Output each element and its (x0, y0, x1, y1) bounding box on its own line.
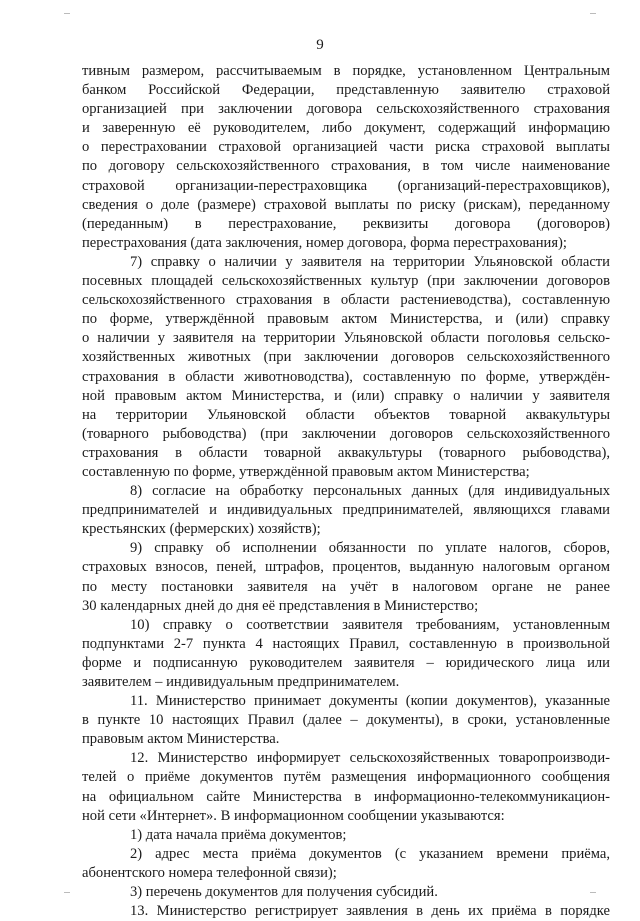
text-line: страховой организации-перестраховщика (организаций-перестраховщиков), (82, 177, 610, 194)
text-line: 9) справку об исполнении обязанности по уплате налогов, сборов, (130, 540, 610, 557)
text-line: 2) адрес места приёма документов (с указанием времени приёма, (130, 845, 610, 862)
text-line: посевных площадей сельскохозяйственных культур (при заключении договоров (82, 273, 610, 290)
text-line: 30 календарных дней до дня её представления в Министерство; (82, 597, 479, 614)
text-line: правовым актом Министерства. (82, 731, 280, 748)
document-body (82, 62, 610, 921)
text-line: тивным размером, рассчитываемым в порядке, установленном Центральным (82, 63, 610, 79)
page-number: 9 (316, 37, 324, 53)
text-line: предпринимателей и индивидуальных предпринимателей, являющихся главами (82, 502, 610, 519)
scan-mark (64, 892, 70, 893)
text-line: ной правовым актом Министерства, и (или) справку о наличии у заявителя (82, 387, 610, 404)
text-line: 13. Министерство регистрирует заявления в день их приёма в порядке (130, 903, 610, 920)
text-line: 10) справку о соответствии заявителя требованиям, установленным (130, 616, 610, 633)
scan-mark (590, 892, 596, 893)
text-line: 12. Министерство информирует сельскохозяйственных товаропроизводи- (130, 750, 610, 767)
scan-mark (590, 13, 596, 14)
text-line: о перестраховании страховой организацией части риска страховой выплаты (82, 139, 610, 156)
text-line: сельскохозяйственного страхования в области растениеводства), составленную (82, 292, 610, 309)
text-line: подпунктами 2-7 пункта 4 настоящих Правил, составленную в произвольной (82, 635, 610, 652)
text-line: 1) дата начала приёма документов; (130, 826, 347, 843)
text-line: форме и подписанную руководителем заявителя – юридического лица или (82, 654, 610, 671)
text-line: абонентского номера телефонной связи); (82, 864, 337, 881)
text-line: о наличии у заявителя на территории Ульяновской области поголовья сельско- (82, 330, 610, 347)
text-line: перестрахования (дата заключения, номер договора, форма перестрахования); (82, 234, 567, 251)
text-line: страхования в области животноводства), составленную по форме, утверждён- (82, 368, 610, 385)
text-line: банком Российской Федерации, представленную заявителю страховой (82, 82, 610, 99)
text-line: по договору сельскохозяйственного страхования, в том числе наименование (82, 158, 610, 175)
text-line: (переданным) в перестрахование, реквизиты договора (договоров) (82, 215, 610, 232)
text-line: на официальном сайте Министерства в информационно-телекоммуникацион- (82, 788, 610, 805)
text-line: по форме, утверждённой правовым актом Министерства, и (или) справку (82, 311, 610, 328)
text-line: страхования в области товарной аквакультуры (товарного рыбоводства), (82, 444, 610, 461)
text-line: 11. Министерство принимает документы (копии документов), указанные (130, 693, 610, 710)
text-line: организацией при заключении договора сельскохозяйственного страхования (82, 101, 610, 118)
text-line: крестьянских (фермерских) хозяйств); (82, 521, 321, 538)
text-line: 3) перечень документов для получения субсидий. (130, 884, 438, 901)
text-line: в пункте 10 настоящих Правил (далее – документы), в сроки, установленные (82, 712, 610, 729)
text-line: на территории Ульяновской области объектов товарной аквакультуры (82, 406, 610, 423)
text-line: телей о приёме документов путём размещения информационного сообщения (82, 769, 610, 786)
text-line: (товарного рыбоводства) (при заключении договоров сельскохозяйственного (82, 425, 610, 442)
text-line: ной сети «Интернет». В информационном сообщении указываются: (82, 807, 505, 824)
text-line: страховых взносов, пеней, штрафов, процентов, выданную налоговым органом (82, 559, 610, 576)
text-line: 7) справку о наличии у заявителя на территории Ульяновской области (130, 253, 610, 270)
text-line: сведения о доле (размере) страховой выплаты по риску (рискам), переданному (82, 196, 610, 213)
text-line: хозяйственных животных (при заключении договоров сельскохозяйственного (82, 349, 610, 366)
text-line: и заверенную её руководителем, либо документ, содержащий информацию (82, 120, 610, 137)
text-line: заявителем – индивидуальным предпринимателем. (82, 674, 400, 690)
text-line: 8) согласие на обработку персональных данных (для индивидуальных (130, 483, 610, 500)
text-line: по месту постановки заявителя на учёт в налоговом органе не ранее (82, 578, 610, 595)
scan-mark (64, 13, 70, 14)
text-line: составленную по форме, утверждённой правовым актом Министерства; (82, 463, 530, 480)
